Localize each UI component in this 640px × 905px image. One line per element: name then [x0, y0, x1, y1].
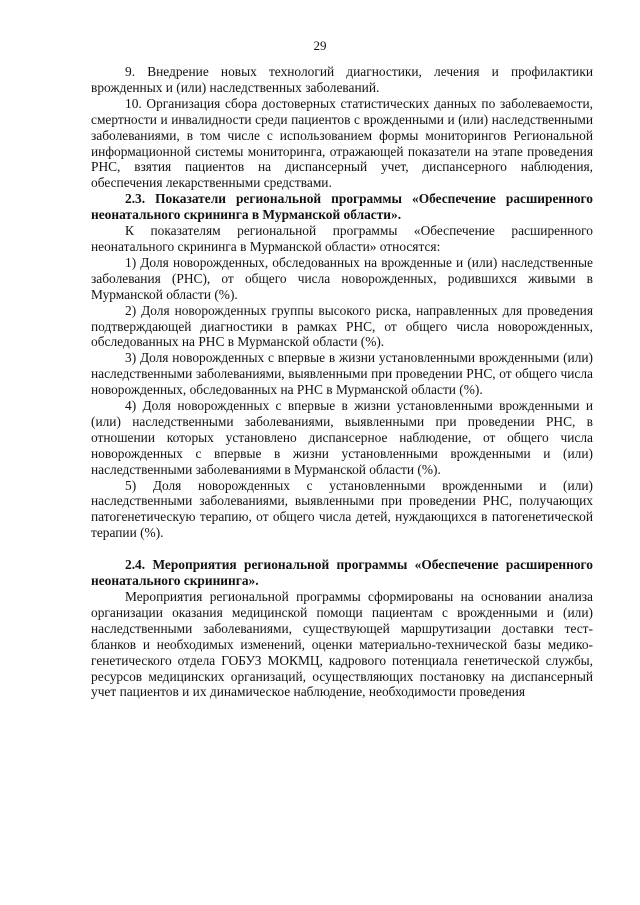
- page-body: [91, 64, 593, 700]
- page-number: 29: [313, 38, 327, 53]
- paragraph-indicator-4: 4) Доля новорожденных с впервые в жизни установленными врожденными и (или) наследственными заболеваниями, выявленными при проведении РНС, в отношении которых установлено диспансерное наблюдение, от общего числа новорожденных с впервые в жизни установленными врожденными и (или) наследственными заболеваниями в Мурманской области (%).: [91, 398, 593, 477]
- paragraph-indicator-3: 3) Доля новорожденных с впервые в жизни установленными врожденными (или) наследственными заболеваниями, выявленными при проведении РНС, от общего числа новорожденных, обследованных на РНС в Мурманской области (%).: [91, 350, 593, 398]
- section-heading-2-3: 2.3. Показатели региональной программы «Обеспечение расширенного неонатального скрининга в Мурманской области».: [91, 191, 593, 223]
- section-heading-2-4: 2.4. Мероприятия региональной программы «Обеспечение расширенного неонатального скрининга».: [91, 557, 593, 589]
- paragraph-indicator-5: 5) Доля новорожденных с установленными врожденными и (или) наследственными заболеваниями, выявленными при проведении РНС, получающих патогенетическую терапию, от общего числа детей, нуждающихся в патогенетической терапии (%).: [91, 477, 593, 541]
- paragraph-item-9: 9. Внедрение новых технологий диагностики, лечения и профилактики врожденных и (или) наследственных заболеваний.: [91, 64, 593, 95]
- paragraph-indicators-intro: К показателям региональной программы «Обеспечение расширенного неонатального скрининга в Мурманской области» относятся:: [91, 223, 593, 254]
- paragraph-item-10: 10. Организация сбора достоверных статистических данных по заболеваемости, смертности и инвалидности среди пациентов с врожденными и (или) наследственными заболеваниями, в том числе с использованием формы мониторингов Региональной информационной системы мониторинга, отражающей показатели на этапе проведения РНС, взятия пациентов на диспансерный учет, диспансерного наблюдения, обеспечения лекарственными средствами.: [91, 95, 593, 191]
- paragraph-indicator-1: 1) Доля новорожденных, обследованных на врожденные и (или) наследственные заболевания (РНС), от общего числа новорожденных, родившихся живыми в Мурманской области (%).: [91, 254, 593, 302]
- paragraph-activities: Мероприятия региональной программы сформированы на основании анализа организации оказания медицинской помощи пациентам с врожденными и (или) наследственными заболеваниями, существующей маршрутизации доставки тест-бланков и необходимых изменений, оценки материально-технической базы медико-генетического отдела ГОБУЗ МОКМЦ, кадрового потенциала генетической службы, ресурсов медицинских организаций, осуществляющих постановку на диспансерный учет пациентов и их динамическое наблюдение, необходимости проведения: [91, 589, 593, 700]
- paragraph-indicator-2: 2) Доля новорожденных группы высокого риска, направленных для проведения подтверждающей диагностики в рамках РНС, от общего числа новорожденных, обследованных на РНС в Мурманской области (%).: [91, 302, 593, 350]
